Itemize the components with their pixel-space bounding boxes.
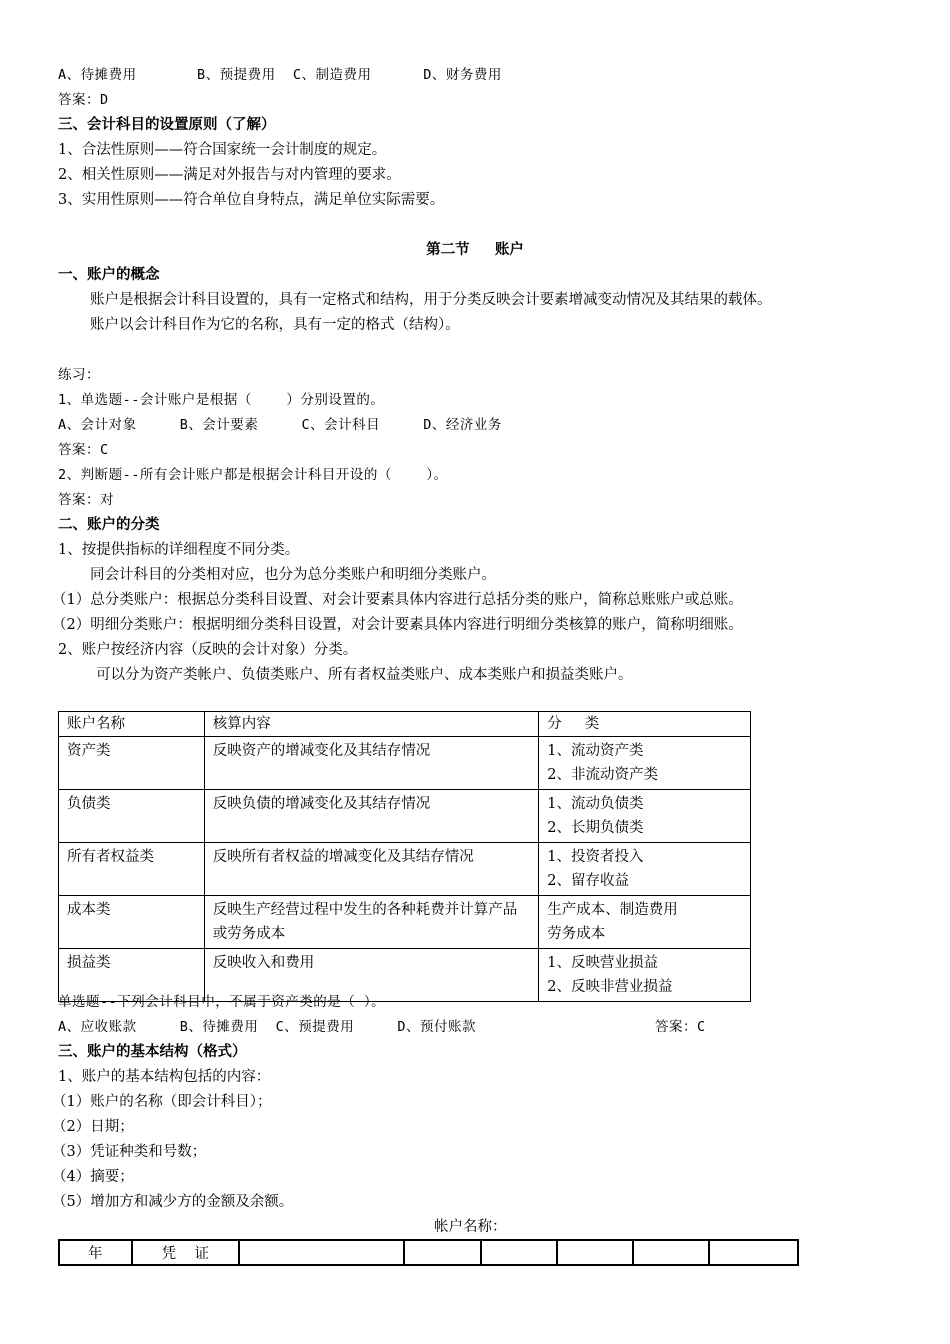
concept-paragraph: 账户以会计科目作为它的名称，具有一定的格式（结构）。 [90, 317, 460, 333]
principle-item: 3、实用性原则——符合单位自身特点，满足单位实际需要。 [58, 192, 445, 208]
classification-line: 2、账户按经济内容（反映的会计对象）分类。 [58, 642, 358, 658]
account-category-cell [539, 949, 751, 1002]
ledger-title: 帐户名称： [434, 1219, 507, 1235]
classification-line: 1、按提供指标的详细程度不同分类。 [58, 542, 300, 558]
ledger-empty-cell [481, 1240, 557, 1265]
question-options: A、应收账款 B、待摊费用 C、预提费用 D、预付账款 [58, 1019, 477, 1035]
structure-item: （2）日期； [52, 1119, 134, 1135]
category-line: 生产成本、制造费用 [547, 902, 678, 918]
table-row [59, 896, 751, 949]
account-category-cell [539, 896, 751, 949]
category-line: 2、非流动资产类 [547, 767, 658, 783]
classification-line: 同会计科目的分类相对应，也分为总分类账户和明细分类账户。 [90, 567, 496, 583]
account-name-cell: 损益类 [59, 949, 205, 1002]
account-category-cell [539, 737, 751, 790]
account-content-cell: 反映资产的增减变化及其结存情况 [204, 737, 538, 790]
exercise-question: 1、单选题--会计账户是根据（ ）分别设置的。 [58, 392, 385, 408]
table-row [59, 790, 751, 843]
table-row [59, 843, 751, 896]
category-line: 劳务成本 [547, 926, 606, 942]
structure-heading: 三、账户的基本结构（格式） [58, 1044, 247, 1060]
exercise-label: 练习： [58, 367, 100, 383]
table-header-cell: 核算内容 [204, 712, 538, 737]
classification-line: （1）总分类账户：根据总分类科目设置、对会计要素具体内容进行总括分类的账户，简称总账账户或总账。 [52, 592, 743, 608]
table-row [59, 737, 751, 790]
question-answer: 答案：C [655, 1019, 706, 1035]
structure-item: （1）账户的名称（即会计科目）； [52, 1094, 272, 1110]
exercise-answer: 答案：C [58, 442, 109, 458]
structure-item: （5）增加方和减少方的金额及余额。 [52, 1194, 294, 1210]
ledger-empty-cell [633, 1240, 709, 1265]
classification-heading: 二、账户的分类 [58, 517, 160, 533]
structure-intro: 1、账户的基本结构包括的内容： [58, 1069, 271, 1085]
ledger-empty-cell [404, 1240, 480, 1265]
table-header-row [59, 712, 751, 737]
prev-question-answer: 答案：D [58, 92, 109, 108]
question-text: 单选题--下列会计科目中，不属于资产类的是（ ）。 [58, 994, 386, 1010]
category-line: 1、流动资产类 [547, 743, 644, 759]
ledger-form-table [58, 1239, 799, 1266]
section-title: 第二节 账户 [426, 242, 524, 258]
category-line: 1、投资者投入 [547, 849, 644, 865]
account-content-cell: 反映负债的增减变化及其结存情况 [204, 790, 538, 843]
classification-line: （2）明细分类账户：根据明细分类科目设置，对会计要素具体内容进行明细分类核算的账户，简称明细账。 [52, 617, 743, 633]
account-name-cell: 资产类 [59, 737, 205, 790]
section-heading-principles: 三、会计科目的设置原则（了解） [58, 117, 276, 133]
exercise-question: 2、判断题--所有会计账户都是根据会计科目开设的（ ）。 [58, 467, 448, 483]
account-classification-table [58, 711, 751, 1002]
category-line: 2、留存收益 [547, 873, 629, 889]
account-name-cell: 所有者权益类 [59, 843, 205, 896]
ledger-header-row [59, 1240, 798, 1265]
account-content-cell: 反映所有者权益的增减变化及其结存情况 [204, 843, 538, 896]
concept-heading: 一、账户的概念 [58, 267, 160, 283]
ledger-empty-cell [557, 1240, 633, 1265]
account-name-cell: 成本类 [59, 896, 205, 949]
account-category-cell [539, 843, 751, 896]
ledger-empty-cell [709, 1240, 798, 1265]
exercise-answer: 答案：对 [58, 492, 114, 508]
prev-question-options: A、待摊费用 B、预提费用 C、制造费用 D、财务费用 [58, 67, 502, 83]
category-line: 1、反映营业损益 [547, 955, 658, 971]
exercise-options: A、会计对象 B、会计要素 C、会计科目 D、经济业务 [58, 417, 502, 433]
ledger-voucher-cell: 凭 证 [132, 1240, 239, 1265]
account-content-cell: 反映生产经营过程中发生的各种耗费并计算产品或劳务成本 [204, 896, 538, 949]
account-category-cell [539, 790, 751, 843]
classification-line: 可以分为资产类帐户、负债类账户、所有者权益类账户、成本类账户和损益类账户。 [96, 667, 633, 683]
account-name-cell: 负债类 [59, 790, 205, 843]
concept-paragraph: 账户是根据会计科目设置的，具有一定格式和结构，用于分类反映会计要素增减变动情况及其结果的载体。 [90, 292, 772, 308]
principle-item: 2、相关性原则——满足对外报告与对内管理的要求。 [58, 167, 401, 183]
ledger-year-cell: 年 [59, 1240, 132, 1265]
principle-item: 1、合法性原则——符合国家统一会计制度的规定。 [58, 142, 387, 158]
account-content-cell: 反映收入和费用 [204, 949, 538, 1002]
table-header-cell: 分 类 [539, 712, 751, 737]
ledger-empty-cell [239, 1240, 404, 1265]
structure-item: （3）凭证种类和号数； [52, 1144, 207, 1160]
table-header-cell: 账户名称 [59, 712, 205, 737]
structure-item: （4）摘要； [52, 1169, 134, 1185]
category-line: 2、长期负债类 [547, 820, 644, 836]
category-line: 1、流动负债类 [547, 796, 644, 812]
category-line: 2、反映非营业损益 [547, 979, 673, 995]
